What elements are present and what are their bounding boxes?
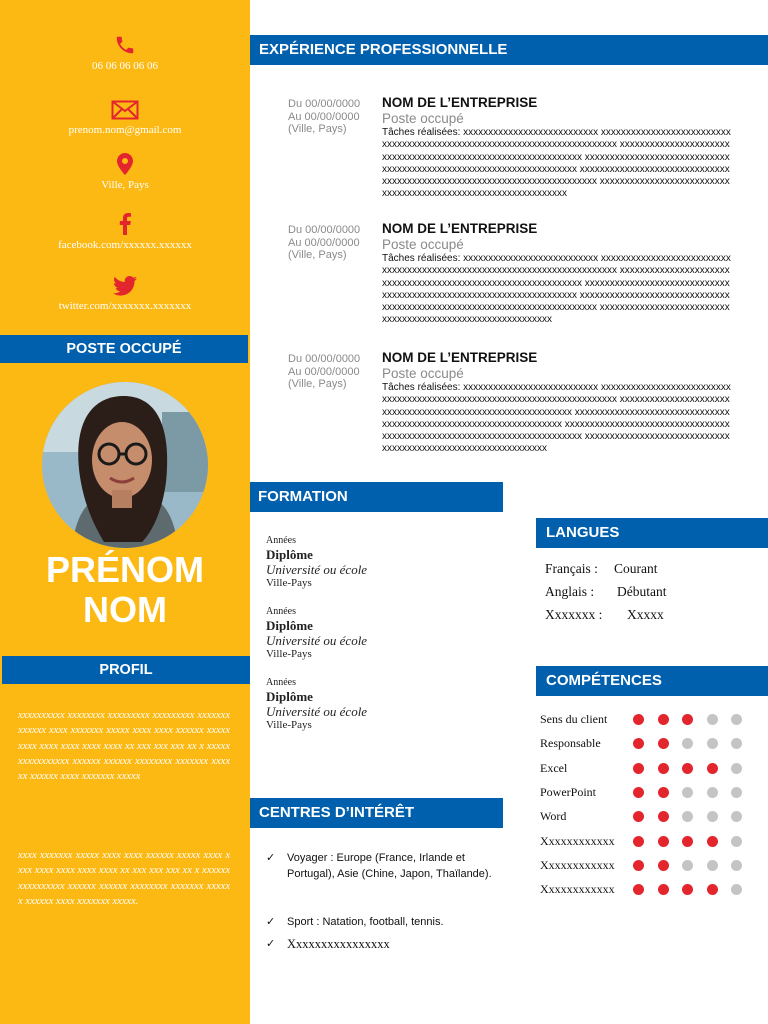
skill-name: Word — [540, 809, 567, 824]
rating-dot-filled — [658, 714, 669, 725]
company-name: NOM DE L’ENTREPRISE — [382, 95, 538, 110]
checkmark-icon: ✓ — [266, 938, 276, 950]
skill-name: PowerPoint — [540, 784, 597, 799]
interets-title-bar — [250, 798, 503, 828]
formation-entry-1 — [266, 534, 367, 590]
rating-dot-filled — [707, 763, 718, 774]
formation-school: Université ou école — [266, 633, 368, 648]
facebook-link[interactable]: facebook.com/xxxxxx.xxxxxx — [58, 239, 192, 251]
location-text: Ville, Pays — [101, 179, 149, 191]
tasks-text: Tâches réalisées: xxxxxxxxxxxxxxxxxxxxxxxxxxx xxxxxxxxxxxxxxxxxxxxxxxxxxxxxxxxxxxxxxxxxxxxxxxxxxxxxxxxxxxxxxxxxxxxxxxxx xxxxxxxxxxxxxxxxxxxxxxxxxxxxxxxxxxxxxxxxxxxxxxxxxxxxxxxxxxxx xxxxxxxxxxxxxxxxxxxxxxxxxxxxxxxxxxxxxxxxxxxxxxxxxxxxxxxxxxxxxxxxxxx xxxxxxxxxxxxxxxxxxxxxxxxxxxxxxxxxxxxxxxxxxxxxxxxxxxxxxxxxxxxxxxxxxxxxxxxx xxxxxxxxxxxxxxxxxxxxxxxxxxxxxxxxxxxxxxxxxxxxxxxxxxxxxxxxxxxxxx — [382, 382, 731, 455]
profil-title: PROFIL — [99, 662, 153, 678]
rating-dot-empty — [682, 811, 693, 822]
rating-dot-empty — [731, 714, 742, 725]
interest-text: Voyager : Europe (France, Irlande et Portugal), Asie (Chine, Japon, Thaïlande). — [287, 852, 492, 880]
rating-dot-empty — [731, 884, 742, 895]
competences-title-bar — [536, 666, 768, 696]
formation-city: Ville-Pays — [266, 648, 312, 660]
formation-city: Ville-Pays — [266, 577, 312, 589]
skill-name: Responsable — [540, 736, 601, 751]
experience-title: EXPÉRIENCE PROFESSIONNELLE — [259, 41, 508, 58]
rating-dot-filled — [633, 763, 644, 774]
contact-phone — [0, 34, 250, 72]
rating-dot-filled — [658, 787, 669, 798]
rating-dot-filled — [633, 884, 644, 895]
tasks-text: Tâches réalisées: xxxxxxxxxxxxxxxxxxxxxxxxxxx xxxxxxxxxxxxxxxxxxxxxxxxxxxxxxxxxxxxxxxxxxxxxxxxxxxxxxxxxxxxxxxxxxxxxxxxx xxxxxxxxxxxxxxxxxxxxxxxxxxxxxxxxxxxxxxxxxxxxxxxxxxxxxxxxxxxxxx xxxxxxxxxxxxxxxxxxxxxxxxxxxxxxxxxxxxxxxxxxxxxxxxxxxxxxxxxxxxxxxxxxxx xxxxxxxxxxxxxxxxxxxxxxxxxxxxxxxxxxxxxxxxxxxxxxxxxxxxxxxxxxxxxxxxxxxxxxxxx xxxxxxxxxxxxxxxxxxxxxxxxxxxxxxxxxxxxxxxxxxxxxxxxxxxxxxxxxxxx — [382, 253, 731, 326]
language-name: Anglais : — [545, 584, 595, 599]
poste-title: POSTE OCCUPÉ — [66, 341, 182, 357]
experience-location: (Ville, Pays) — [288, 123, 347, 135]
date-from: Du 00/00/0000 — [288, 98, 361, 110]
twitter-icon — [113, 276, 137, 296]
rating-dot-filled — [633, 738, 644, 749]
skill-row — [540, 808, 760, 824]
rating-dot-filled — [682, 763, 693, 774]
first-name: PRÉNOM — [45, 549, 204, 590]
formation-title-bar — [250, 482, 503, 512]
phone-number: 06 06 06 06 06 — [92, 60, 158, 72]
skill-name: Xxxxxxxxxxxx — [540, 857, 615, 872]
rating-dot-empty — [682, 787, 693, 798]
interest-text: Sport : Natation, football, tennis. — [287, 916, 444, 928]
skill-row — [540, 857, 760, 873]
language-name: Français : — [545, 561, 598, 576]
rating-dot-empty — [682, 860, 693, 871]
rating-dot-empty — [707, 860, 718, 871]
language-name: Xxxxxxx : — [545, 607, 603, 622]
contact-facebook — [0, 213, 250, 251]
phone-icon — [114, 34, 136, 56]
formation-years: Années — [266, 677, 296, 688]
skill-row — [540, 760, 760, 776]
rating-dot-filled — [707, 836, 718, 847]
rating-dot-filled — [682, 884, 693, 895]
rating-dot-filled — [682, 714, 693, 725]
poste-title-bar — [0, 335, 248, 363]
rating-dot-empty — [731, 787, 742, 798]
last-name: NOM — [83, 589, 167, 630]
rating-dot-filled — [658, 763, 669, 774]
language-level: Débutant — [617, 584, 667, 599]
rating-dot-empty — [731, 860, 742, 871]
language-row — [545, 607, 664, 623]
twitter-link[interactable]: twitter.com/xxxxxxx.xxxxxxx — [58, 300, 192, 312]
rating-dot-empty — [707, 714, 718, 725]
experience-title-bar — [250, 35, 768, 65]
date-to: Au 00/00/0000 — [288, 365, 360, 378]
position-title: Poste occupé — [382, 111, 464, 126]
skill-row — [540, 735, 760, 751]
rating-dot-filled — [633, 714, 644, 725]
rating-dot-filled — [633, 787, 644, 798]
skill-name: Sens du client — [540, 712, 608, 726]
formation-years: Années — [266, 606, 296, 617]
rating-dot-empty — [707, 811, 718, 822]
language-row — [545, 584, 667, 600]
tasks-text: Tâches réalisées: xxxxxxxxxxxxxxxxxxxxxxxxxxx xxxxxxxxxxxxxxxxxxxxxxxxxxxxxxxxxxxxxxxxxxxxxxxxxxxxxxxxxxxxxxxxxxxxxxxxx xxxxxxxxxxxxxxxxxxxxxxxxxxxxxxxxxxxxxxxxxxxxxxxxxxxxxxxxxxxxxx xxxxxxxxxxxxxxxxxxxxxxxxxxxxxxxxxxxxxxxxxxxxxxxxxxxxxxxxxxxxxxxxxxxx xxxxxxxxxxxxxxxxxxxxxxxxxxxxxxxxxxxxxxxxxxxxxxxxxxxxxxxxxxxxxxxxxxxxxxxxx xxxxxxxxxxxxxxxxxxxxxxxxxxxxxxxxxxxxxxxxxxxxxxxxxxxxxxxxxxxxxxx — [382, 127, 731, 200]
experience-dates — [288, 98, 378, 136]
rating-dot-filled — [658, 884, 669, 895]
profil-paragraph-2: xxxx xxxxxxx xxxxx xxxx xxxx xxxxxx xxxxx xxxx xxxx xxxx xxxx xxxx xxxx xx xxx xxx xxx xx x xxxxxxxxxxxxxxxx xxxxxx xxxxxx xxxxxxxx xxxxxxx xxxxxx xxxxxx xxxx xxxxxxx xxxxx. — [18, 850, 230, 907]
profil-title-bar — [2, 656, 250, 684]
language-row — [545, 561, 658, 577]
formation-degree: Diplôme — [266, 547, 313, 562]
skill-row — [540, 784, 760, 800]
rating-dot-filled — [707, 884, 718, 895]
formation-school: Université ou école — [266, 704, 368, 719]
skill-row — [540, 881, 760, 897]
date-to: Au 00/00/0000 — [288, 110, 360, 123]
experience-location: (Ville, Pays) — [288, 249, 347, 261]
email-address: prenom.nom@gmail.com — [68, 124, 182, 136]
rating-dot-filled — [633, 836, 644, 847]
formation-city: Ville-Pays — [266, 719, 312, 731]
langues-title-bar — [536, 518, 768, 548]
date-from: Du 00/00/0000 — [288, 224, 361, 236]
company-name: NOM DE L’ENTREPRISE — [382, 221, 538, 236]
position-title: Poste occupé — [382, 366, 464, 381]
contact-location — [0, 153, 250, 191]
skill-row — [540, 711, 760, 727]
skill-row — [540, 833, 760, 849]
formation-entry-3 — [266, 676, 367, 732]
profile-photo — [42, 382, 208, 548]
formation-title: FORMATION — [258, 488, 348, 505]
envelope-icon — [111, 100, 139, 120]
rating-dot-empty — [707, 787, 718, 798]
skill-name: Excel — [540, 760, 568, 775]
rating-dot-empty — [731, 811, 742, 822]
rating-dot-empty — [731, 763, 742, 774]
rating-dot-filled — [682, 836, 693, 847]
rating-dot-filled — [633, 811, 644, 822]
position-title: Poste occupé — [382, 237, 464, 252]
checkmark-icon: ✓ — [266, 916, 276, 928]
profil-paragraph-1: xxxxxxxxxx xxxxxxxx xxxxxxxxx xxxxxxxxx xxxxxxx xxxxxx xxxx xxxxxxx xxxxx xxxx xxxx xxxxxx xxxxx xxxx xxxx xxxx xxxx xxxx xx xxx xxx xxx xx x xxxxxxxxxxxxxxxx xxxxxx xxxxxx xxxxxxxx xxxxxxx xxxxxx xxxxxx xxxx xxxxxxx xxxxx — [18, 710, 230, 783]
rating-dot-empty — [682, 738, 693, 749]
langues-title: LANGUES — [546, 524, 620, 541]
facebook-icon — [118, 213, 132, 235]
rating-dot-filled — [658, 811, 669, 822]
rating-dot-empty — [707, 738, 718, 749]
experience-dates — [288, 224, 378, 262]
formation-degree: Diplôme — [266, 689, 313, 704]
experience-location: (Ville, Pays) — [288, 378, 347, 390]
checkmark-icon: ✓ — [266, 852, 276, 864]
location-pin-icon — [117, 153, 133, 175]
formation-school: Université ou école — [266, 562, 368, 577]
skill-name: Xxxxxxxxxxxx — [540, 882, 615, 897]
date-to: Au 00/00/0000 — [288, 236, 360, 249]
competences-title: COMPÉTENCES — [546, 672, 662, 689]
rating-dot-filled — [658, 738, 669, 749]
formation-degree: Diplôme — [266, 618, 313, 633]
experience-dates — [288, 353, 378, 391]
formation-years: Années — [266, 535, 296, 546]
rating-dot-filled — [633, 860, 644, 871]
company-name: NOM DE L’ENTREPRISE — [382, 350, 538, 365]
interets-title: CENTRES D’INTÉRÊT — [259, 804, 415, 821]
language-level: Courant — [614, 561, 658, 576]
formation-entry-2 — [266, 605, 367, 661]
rating-dot-empty — [731, 738, 742, 749]
interest-text: Xxxxxxxxxxxxxxxx — [287, 937, 390, 951]
rating-dot-filled — [658, 860, 669, 871]
portrait-image — [42, 382, 208, 548]
language-level: Xxxxx — [627, 607, 664, 622]
date-from: Du 00/00/0000 — [288, 353, 361, 365]
contact-twitter — [0, 276, 250, 312]
rating-dot-filled — [658, 836, 669, 847]
rating-dot-empty — [731, 836, 742, 847]
skill-name: Xxxxxxxxxxxx — [540, 833, 615, 848]
contact-email — [0, 100, 250, 136]
